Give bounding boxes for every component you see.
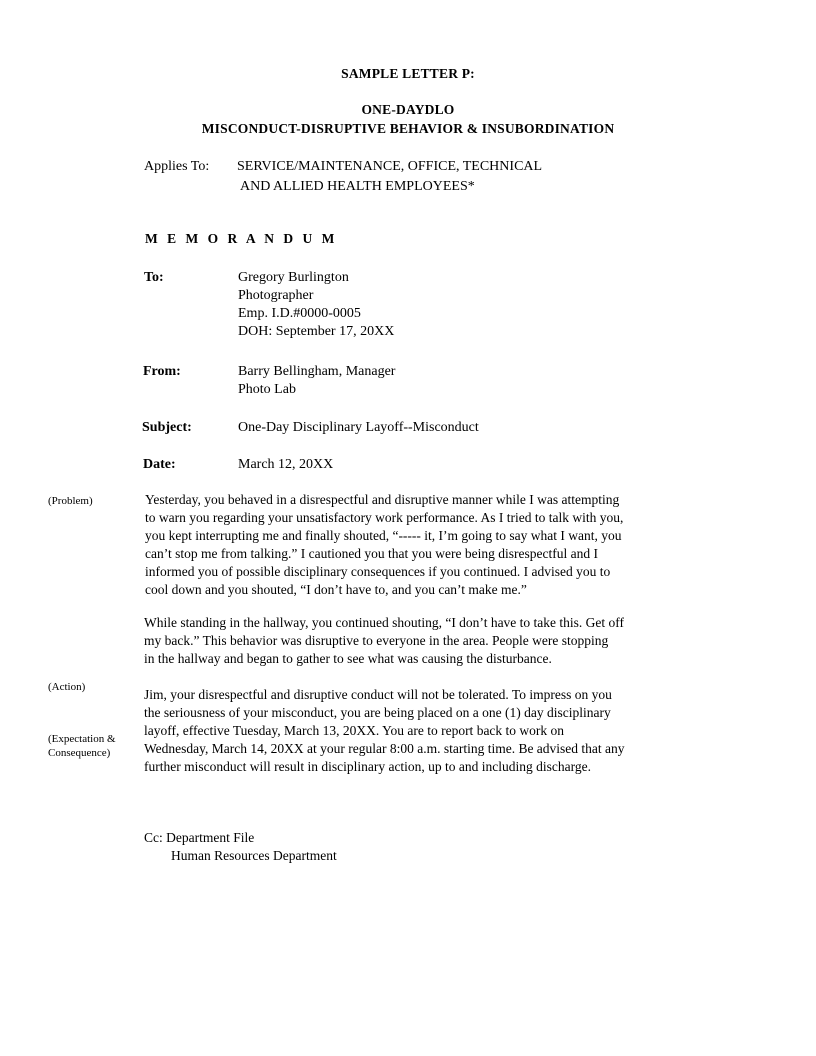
body-paragraph-hallway — [144, 614, 624, 668]
memorandum-title: M E M O R A N D U M — [145, 231, 338, 246]
applies-to-line2: AND ALLIED HEALTH EMPLOYEES* — [240, 179, 475, 194]
to-position: Photographer — [238, 288, 314, 303]
paragraph-line: the seriousness of your misconduct, you are being placed on a one (1) day disciplinary — [144, 705, 611, 720]
margin-note-expectation-2: Consequence) — [48, 747, 111, 759]
paragraph-line: Yesterday, you behaved in a disrespectful and disruptive manner while I was attempting — [145, 492, 620, 507]
to-block — [238, 269, 394, 341]
margin-note-action: (Action) — [48, 681, 86, 693]
to-name: Gregory Burlington — [238, 270, 349, 285]
paragraph-line: While standing in the hallway, you continued shouting, “I don’t have to take this. Get off — [144, 615, 625, 630]
to-label: To: — [144, 270, 164, 285]
letter-subtitle: MISCONDUCT-DISRUPTIVE BEHAVIOR & INSUBORDINATION — [201, 121, 615, 136]
applies-to-line1: SERVICE/MAINTENANCE, OFFICE, TECHNICAL — [237, 159, 543, 174]
paragraph-line: my back.” This behavior was disruptive to everyone in the area. People were stopping — [144, 633, 609, 648]
margin-note-expectation-1: (Expectation & — [48, 733, 116, 745]
paragraph-line: layoff, effective Tuesday, March 13, 20XX. You are to report back to work on — [144, 723, 565, 738]
cc-line-1: Cc: Department File — [144, 830, 255, 845]
margin-note-problem: (Problem) — [48, 495, 93, 507]
letter-title: ONE-DAYDLO — [361, 102, 455, 117]
to-employee-id: Emp. I.D.#0000-0005 — [238, 306, 361, 321]
from-department: Photo Lab — [238, 382, 296, 397]
date-value: March 12, 20XX — [238, 457, 334, 472]
paragraph-line: Jim, your disrespectful and disruptive conduct will not be tolerated. To impress on you — [144, 687, 612, 702]
paragraph-line: Wednesday, March 14, 20XX at your regular 8:00 a.m. starting time. Be advised that any — [144, 741, 625, 756]
cc-line-2: Human Resources Department — [171, 848, 337, 863]
paragraph-line: further misconduct will result in disciplinary action, up to and including discharge. — [144, 759, 592, 774]
paragraph-line: in the hallway and began to gather to see what was causing the disturbance. — [144, 651, 552, 666]
to-doh: DOH: September 17, 20XX — [238, 324, 395, 339]
from-block — [238, 363, 395, 399]
from-name: Barry Bellingham, Manager — [238, 364, 396, 379]
subject-label: Subject: — [142, 420, 192, 435]
applies-to-label: Applies To: — [144, 159, 210, 174]
paragraph-line: you kept interrupting me and finally shouted, “----- it, I’m going to say what I want, you — [145, 528, 622, 543]
paragraph-line: can’t stop me from talking.” I cautioned you that you were being disrespectful and I — [145, 546, 598, 561]
subject-value: One-Day Disciplinary Layoff--Misconduct — [238, 420, 479, 435]
paragraph-line: informed you of possible disciplinary consequences if you continued. I advised you to — [145, 564, 611, 579]
paragraph-line: to warn you regarding your unsatisfactory work performance. As I tried to talk with you, — [145, 510, 624, 525]
paragraph-line: cool down and you shouted, “I don’t have to, and you can’t make me.” — [145, 582, 527, 597]
letter-label: SAMPLE LETTER P: — [341, 66, 475, 81]
from-label: From: — [143, 364, 181, 379]
body-paragraph-action — [144, 686, 625, 776]
date-label: Date: — [143, 457, 176, 472]
body-paragraph-problem — [145, 491, 623, 599]
